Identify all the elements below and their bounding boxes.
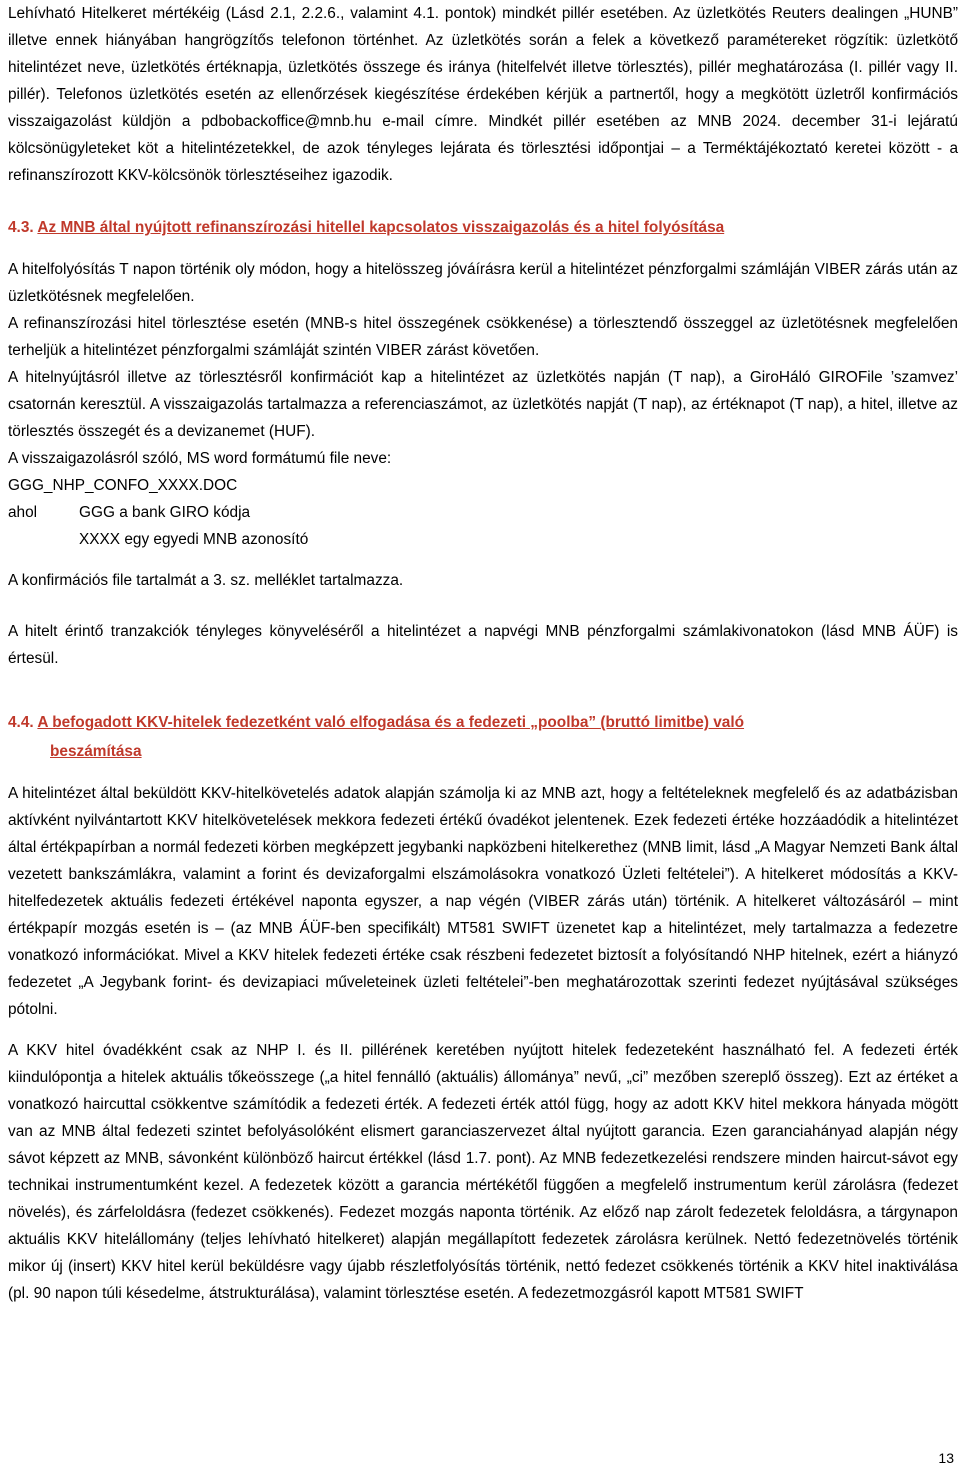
where-item: XXXX egy egyedi MNB azonosító: [79, 531, 309, 548]
paragraph: A KKV hitel óvadékként csak az NHP I. és II. pillérének keretében nyújtott hitelek fedezeteként használható fel. A fedezeti érték kiindulópontja a hitelek aktuális tőkeösszege („a hitel fennálló (aktuális) állománya” nevű, „ci” mezőben szereplő összeg). Ezt az értéket a vonatkozó haircuttal csökkentve számítódik a fedezeti érték. A fedezeti érték attól függ, hogy az adott KKV hitel mekkora hányada mögött van az MNB által fedezeti szintet befolyásolóként elismert garanciaszervezet által nyújtott garancia. Ezen garanciahányad alapján négy sávot képzett az MNB, sávonként különböző haircut értékkel (lásd 1.7. pont). Az MNB fedezetkezelési rendszere minden haircut-sávot egy technikai instrumentumként kezel. A fedezetek között a garancia mértékétől függően a megfelelő instrumentum kerül zárolásra (fedezet növelés), és zárfeloldásra (fedezet csökkenés). Fedezet mozgás naponta történik. Az előző nap zárolt fedezetek feloldásra, a tárgynapon aktuális KKV hitelállomány (teljes lehívható hitelkeret) alapján megállapított fedezetek zárolásra kerülnek. Nettó fedezetnövelés történik mikor új (insert) KKV hitel kerül beküldésre vagy újabb részletfolyósítás történik, nettó fedezet csökkenés történik a KKV hitel inaktiválása (pl. 90 napon túli késedelme, átstrukturálása), valamint törlesztése esetén. A fedezetmozgásról kapott MT581 SWIFT: [8, 1042, 958, 1302]
section-title-continued: beszámítása: [50, 743, 142, 760]
section-number: 4.3.: [8, 219, 34, 236]
paragraph: A hitelnyújtásról illetve az törlesztésről konfirmációt kap a hitelintézet az üzletkötés napján (T nap), a GiroHáló GIROFile ’szamvez’ csatornán keresztül. A visszaigazolás tartalmazza a referenciaszámot, az üzletkötés napját (T nap), az értéknapot (T nap), a hitel, illetve az törlesztés összegét és a devizanemet (HUF).: [8, 369, 958, 440]
paragraph: A hitelintézet által beküldött KKV-hitelkövetelés adatok alapján számolja ki az MNB azt, hogy a feltételeknek megfelelő és az adatbázisban aktívként nyilvántartott KKV hitelkövetelések mekkora fedezeti értékű óvadékot jelentenek. Ezek fedezeti értéke hozzáadódik a hitelintézet által értékpapírban a normál fedezeti körben megképzett jegybanki napközbeni hitelkerethez (MNB limit, lásd „A Magyar Nemzeti Bank által vezetett bankszámlákra, valamint a forint és devizaforgalmi elszámolásokra vonatkozó Üzleti feltételei”). A hitelkeret módosítás a KKV-hitelfedezetek aktuális fedezeti értékével naponta egyszer, a nap végén (VIBER zárás után) történik. A hitelkeret változásáról – mint értékpapír mozgás esetén is – (az MNB ÁÜF-ben specifikált) MT581 SWIFT üzenetet kap a hitelintézet, mely tartalmazza a fedezetre vonatkozó információkat. Mivel a KKV hitelek fedezeti értéke csak részbeni fedezetet biztosít a folyósítandó NHP hitelnek, ezért a hiányzó fedezetet „A Jegybank forint- és devizapiaci műveleteinek üzleti feltételei”-ben meghatározottak szerinti fedezet nyújtásával szükséges pótolni.: [8, 785, 958, 1018]
filename-line: GGG_NHP_CONFO_XXXX.DOC: [8, 477, 238, 494]
where-item: GGG a bank GIRO kódja: [79, 504, 251, 521]
section-heading-4-4: [8, 708, 958, 766]
paragraph: A refinanszírozási hitel törlesztése esetén (MNB-s hitel összegének csökkenése) a törlesztendő összeggel az üzletötésnek megfelelően terheljük a hitelintézet pénzforgalmi számláját szintén VIBER zárást követően.: [8, 315, 958, 359]
section-heading-4-3: [8, 213, 958, 242]
paragraph: A hitelfolyósítás T napon történik oly módon, hogy a hitelösszeg jóváírásra kerül a hitelintézet pénzforgalmi számláján VIBER zárás után az üzletkötésnek megfelelően.: [8, 261, 958, 305]
intro-paragraph: Lehívható Hitelkeret mértékéig (Lásd 2.1, 2.2.6., valamint 4.1. pontok) mindkét pillér esetében. Az üzletkötés Reuters dealingen „HUNB” illetve ennek hiányában hangrögzítős telefonon történhet. Az üzletkötés során a felek a következő paramétereket rögzítik: üzletkötő hitelintézet neve, üzletkötés értéknapja, üzletkötés összege és iránya (hitelfelvét illetve törlesztés), pillér meghatározása (I. pillér vagy II. pillér). Telefonos üzletkötés esetén az ellenőrzések kiegészítése érdekében kérjük a partnertől, hogy a megkötött üzletről konfirmációs visszaigazolást küldjön a pdbobackoffice@mnb.hu e-mail címre. Mindkét pillér esetében az MNB 2024. december 31-i lejáratú kölcsönügyleteket köt a hitelintézetekkel, de azok tényleges lejárata és törlesztési időpontjai – a Terméktájékoztató keretei között - a refinanszírozott KKV-kölcsönök törlesztéseihez igazodik.: [8, 5, 958, 184]
page-number: 13: [938, 1450, 954, 1466]
paragraph: A konfirmációs file tartalmát a 3. sz. melléklet tartalmazza.: [8, 572, 404, 589]
section-title: Az MNB által nyújtott refinanszírozási hitellel kapcsolatos visszaigazolás és a hitel folyósítása: [37, 219, 725, 236]
section-title: A befogadott KKV-hitelek fedezetként való elfogadása és a fedezeti „poolba” (bruttó limitbe) való: [37, 714, 745, 731]
document-page: [8, 0, 958, 1307]
paragraph: A visszaigazolásról szóló, MS word formátumú file neve:: [8, 450, 392, 467]
section-number: 4.4.: [8, 714, 34, 731]
where-row: [8, 499, 958, 526]
paragraph: A hitelt érintő tranzakciók tényleges könyveléséről a hitelintézet a napvégi MNB pénzforgalmi számlakivonatokon (lásd MNB ÁÜF) is értesül.: [8, 623, 958, 667]
where-label: ahol: [8, 504, 38, 521]
